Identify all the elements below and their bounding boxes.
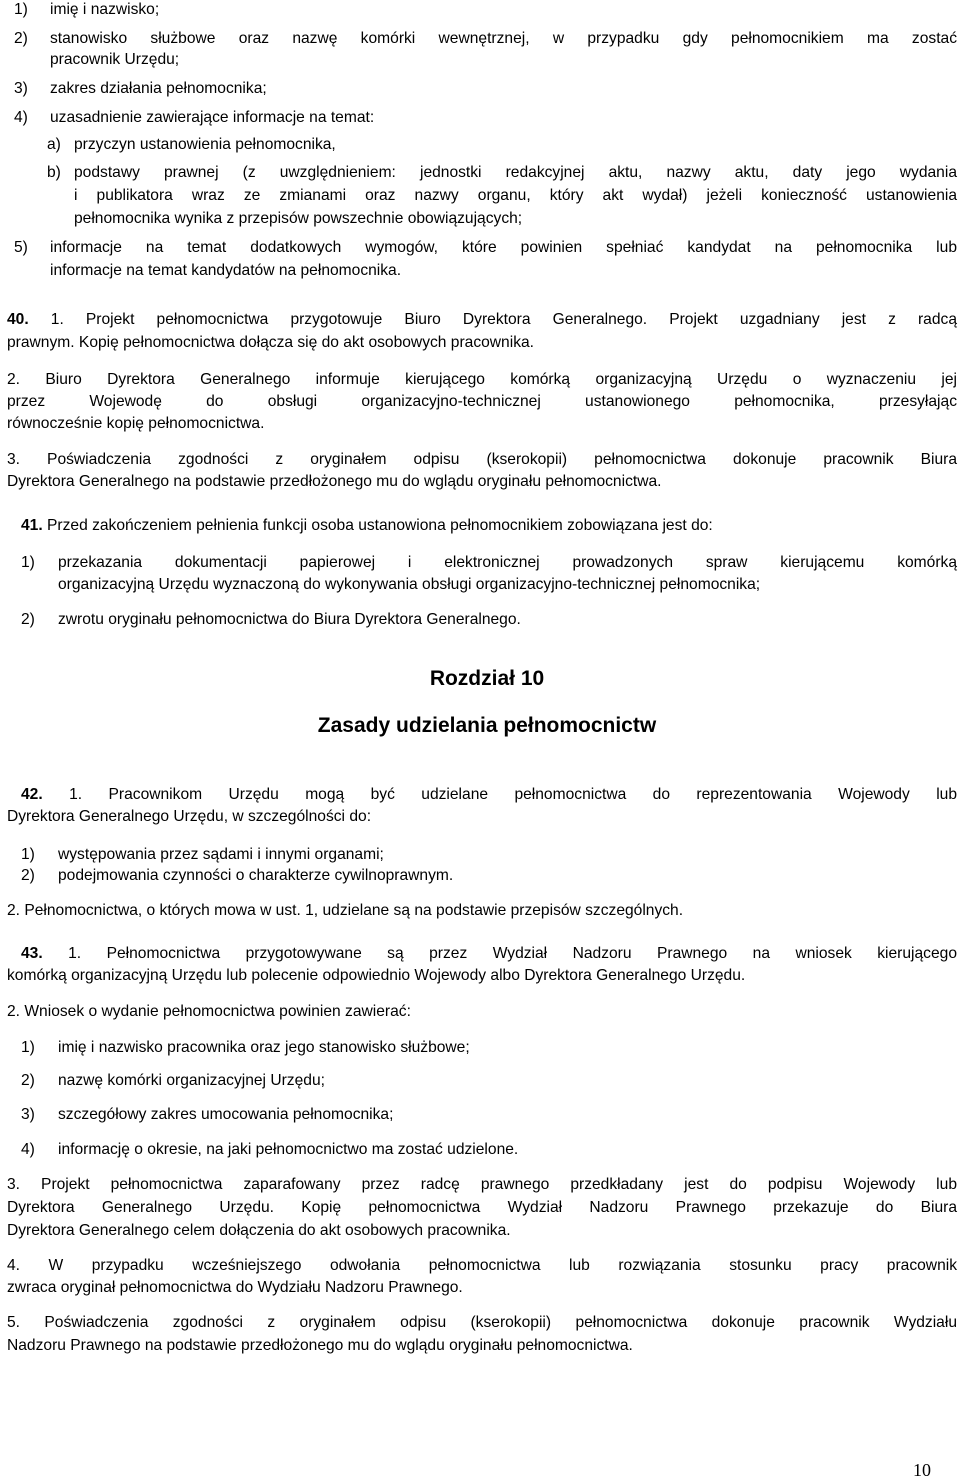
list-number: 4) [21, 1141, 35, 1158]
sublist-text: przyczyn ustanowienia pełnomocnika, [74, 136, 336, 153]
paragraph-line: 1. Pełnomocnictwa przygotowywane są przez Wydział Nadzoru Prawnego na wniosek kierującego [42, 945, 957, 962]
chapter-title: Zasady udzielania pełnomocnictw [317, 714, 657, 737]
list-item-text: informacje na temat dodatkowych wymogów, które powinien spełniać kandydat na pełnomocnika lub [50, 239, 957, 256]
paragraph-line: 2. Biuro Dyrektora Generalnego informuje kierującego komórką organizacyjną Urzędu o wyznaczeniu jej [7, 371, 957, 388]
paragraph-line: zwraca oryginał pełnomocnictwa do Wydziału Nadzoru Prawnego. [7, 1279, 463, 1296]
paragraph-line: Dyrektora Generalnego Urzędu, w szczególności do: [7, 808, 372, 825]
paragraph-line: Dyrektora Generalnego na podstawie przedłożonego mu do wglądu oryginału pełnomocnictwa. [7, 473, 662, 490]
sublist-text: i publikatora wraz ze zmianami oraz nazwy organu, który akt wydał) jeżeli konieczność ustanowienia [74, 187, 957, 204]
section-41-intro [21, 516, 713, 536]
paragraph-line: 3. Poświadczenia zgodności z oryginałem odpisu (kserokopii) pełnomocnictwa dokonuje pracownik Biura [7, 451, 957, 468]
section-number: 43. [21, 945, 43, 962]
list-number: 3) [21, 1106, 35, 1123]
section-number: 41. [21, 517, 43, 534]
paragraph-line: 1. Projekt pełnomocnictwa przygotowuje Biuro Dyrektora Generalnego. Projekt uzgadniany jest z radcą [28, 311, 957, 328]
paragraph-line: Dyrektora Generalnego celem dołączenia do akt osobowych pracownika. [7, 1222, 511, 1239]
list-item-text: organizacyjną Urzędu wyznaczoną do wykonywania obsługi organizacyjno-technicznej pełnomocnika; [58, 576, 761, 593]
paragraph-line: 2. Pełnomocnictwa, o których mowa w ust. 1, udzielane są na podstawie przepisów szczególnych. [7, 902, 684, 919]
sublist-letter: b) [47, 164, 61, 181]
sublist-text: pełnomocnika wynika z przepisów powszechnie obowiązujących; [74, 210, 523, 227]
paragraph-line: Nadzoru Prawnego na podstawie przedłożonego mu do wglądu oryginału pełnomocnictwa. [7, 1337, 633, 1354]
section-43-paragraph-1 [7, 944, 957, 964]
list-item-text: nazwę komórki organizacyjnej Urzędu; [58, 1072, 325, 1089]
section-42-paragraph-1 [7, 785, 957, 805]
section-number: 40. [7, 311, 29, 328]
page-number: 10 [913, 1460, 931, 1480]
list-number: 3) [14, 80, 28, 97]
list-number: 5) [14, 239, 28, 256]
list-item-text: zakres działania pełnomocnika; [50, 80, 267, 97]
list-number: 1) [21, 1039, 35, 1056]
paragraph-line: prawnym. Kopię pełnomocnictwa dołącza się do akt osobowych pracownika. [7, 334, 534, 351]
chapter-number: Rozdział 10 [429, 667, 545, 690]
sublist-text: podstawy prawnej (z uwzględnieniem: jednostki redakcyjnej aktu, nazwy aktu, daty jego wydania [74, 164, 957, 181]
list-number: 4) [14, 109, 28, 126]
list-item-text: stanowisko służbowe oraz nazwę komórki wewnętrznej, w przypadku gdy pełnomocnikiem ma zostać [50, 30, 957, 47]
list-item-text: imię i nazwisko; [50, 1, 160, 18]
list-number: 1) [21, 846, 35, 863]
paragraph-line: Dyrektora Generalnego Urzędu. Kopię pełnomocnictwa Wydział Nadzoru Prawnego przekazuje do Biura [7, 1199, 957, 1216]
paragraph-line: równocześnie kopię pełnomocnictwa. [7, 415, 265, 432]
paragraph-line: 2. Wniosek o wydanie pełnomocnictwa powinien zawierać: [7, 1003, 411, 1020]
list-number: 2) [21, 867, 35, 884]
list-item-text: szczegółowy zakres umocowania pełnomocnika; [58, 1106, 394, 1123]
list-number: 1) [14, 1, 28, 18]
list-item-text: zwrotu oryginału pełnomocnictwa do Biura Dyrektora Generalnego. [58, 611, 521, 628]
section-40-paragraph-1 [7, 310, 957, 330]
paragraph-line: 1. Pracownikom Urzędu mogą być udzielane pełnomocnictwa do reprezentowania Wojewody lub [42, 786, 957, 803]
paragraph-line: Przed zakończeniem pełnienia funkcji osoba ustanowiona pełnomocnikiem zobowiązana jest do: [42, 517, 713, 534]
list-number: 1) [21, 554, 35, 571]
paragraph-line: 5. Poświadczenia zgodności z oryginałem odpisu (kserokopii) pełnomocnictwa dokonuje pracownik Wydziału [7, 1314, 957, 1331]
list-item-text: imię i nazwisko pracownika oraz jego stanowisko służbowe; [58, 1039, 470, 1056]
list-item-text: podejmowania czynności o charakterze cywilnoprawnym. [58, 867, 454, 884]
list-item-text: występowania przez sądami i innymi organami; [58, 846, 384, 863]
section-number: 42. [21, 786, 43, 803]
paragraph-line: 3. Projekt pełnomocnictwa zaparafowany przez radcę prawnego przedkładany jest do podpisu Wojewody lub [7, 1176, 957, 1193]
list-number: 2) [21, 1072, 35, 1089]
list-number: 2) [21, 611, 35, 628]
sublist-letter: a) [47, 136, 61, 153]
list-item-text: przekazania dokumentacji papierowej i elektronicznej prowadzonych spraw kierującemu komórką [58, 554, 957, 571]
paragraph-line: komórką organizacyjną Urzędu lub polecenie odpowiednio Wojewody albo Dyrektora Generalnego Urzędu. [7, 967, 746, 984]
list-item-text: informację o okresie, na jaki pełnomocnictwo ma zostać udzielone. [58, 1141, 519, 1158]
paragraph-line: 4. W przypadku wcześniejszego odwołania pełnomocnictwa lub rozwiązania stosunku pracy pracownik [7, 1257, 957, 1274]
list-item-text: informacje na temat kandydatów na pełnomocnika. [50, 262, 402, 279]
paragraph-line: przez Wojewodę do obsługi organizacyjno-technicznej ustanowionego pełnomocnika, przesyłając [7, 393, 957, 410]
list-item-text: uzasadnienie zawierające informacje na temat: [50, 109, 375, 126]
list-number: 2) [14, 30, 28, 47]
list-item-text: pracownik Urzędu; [50, 51, 180, 68]
